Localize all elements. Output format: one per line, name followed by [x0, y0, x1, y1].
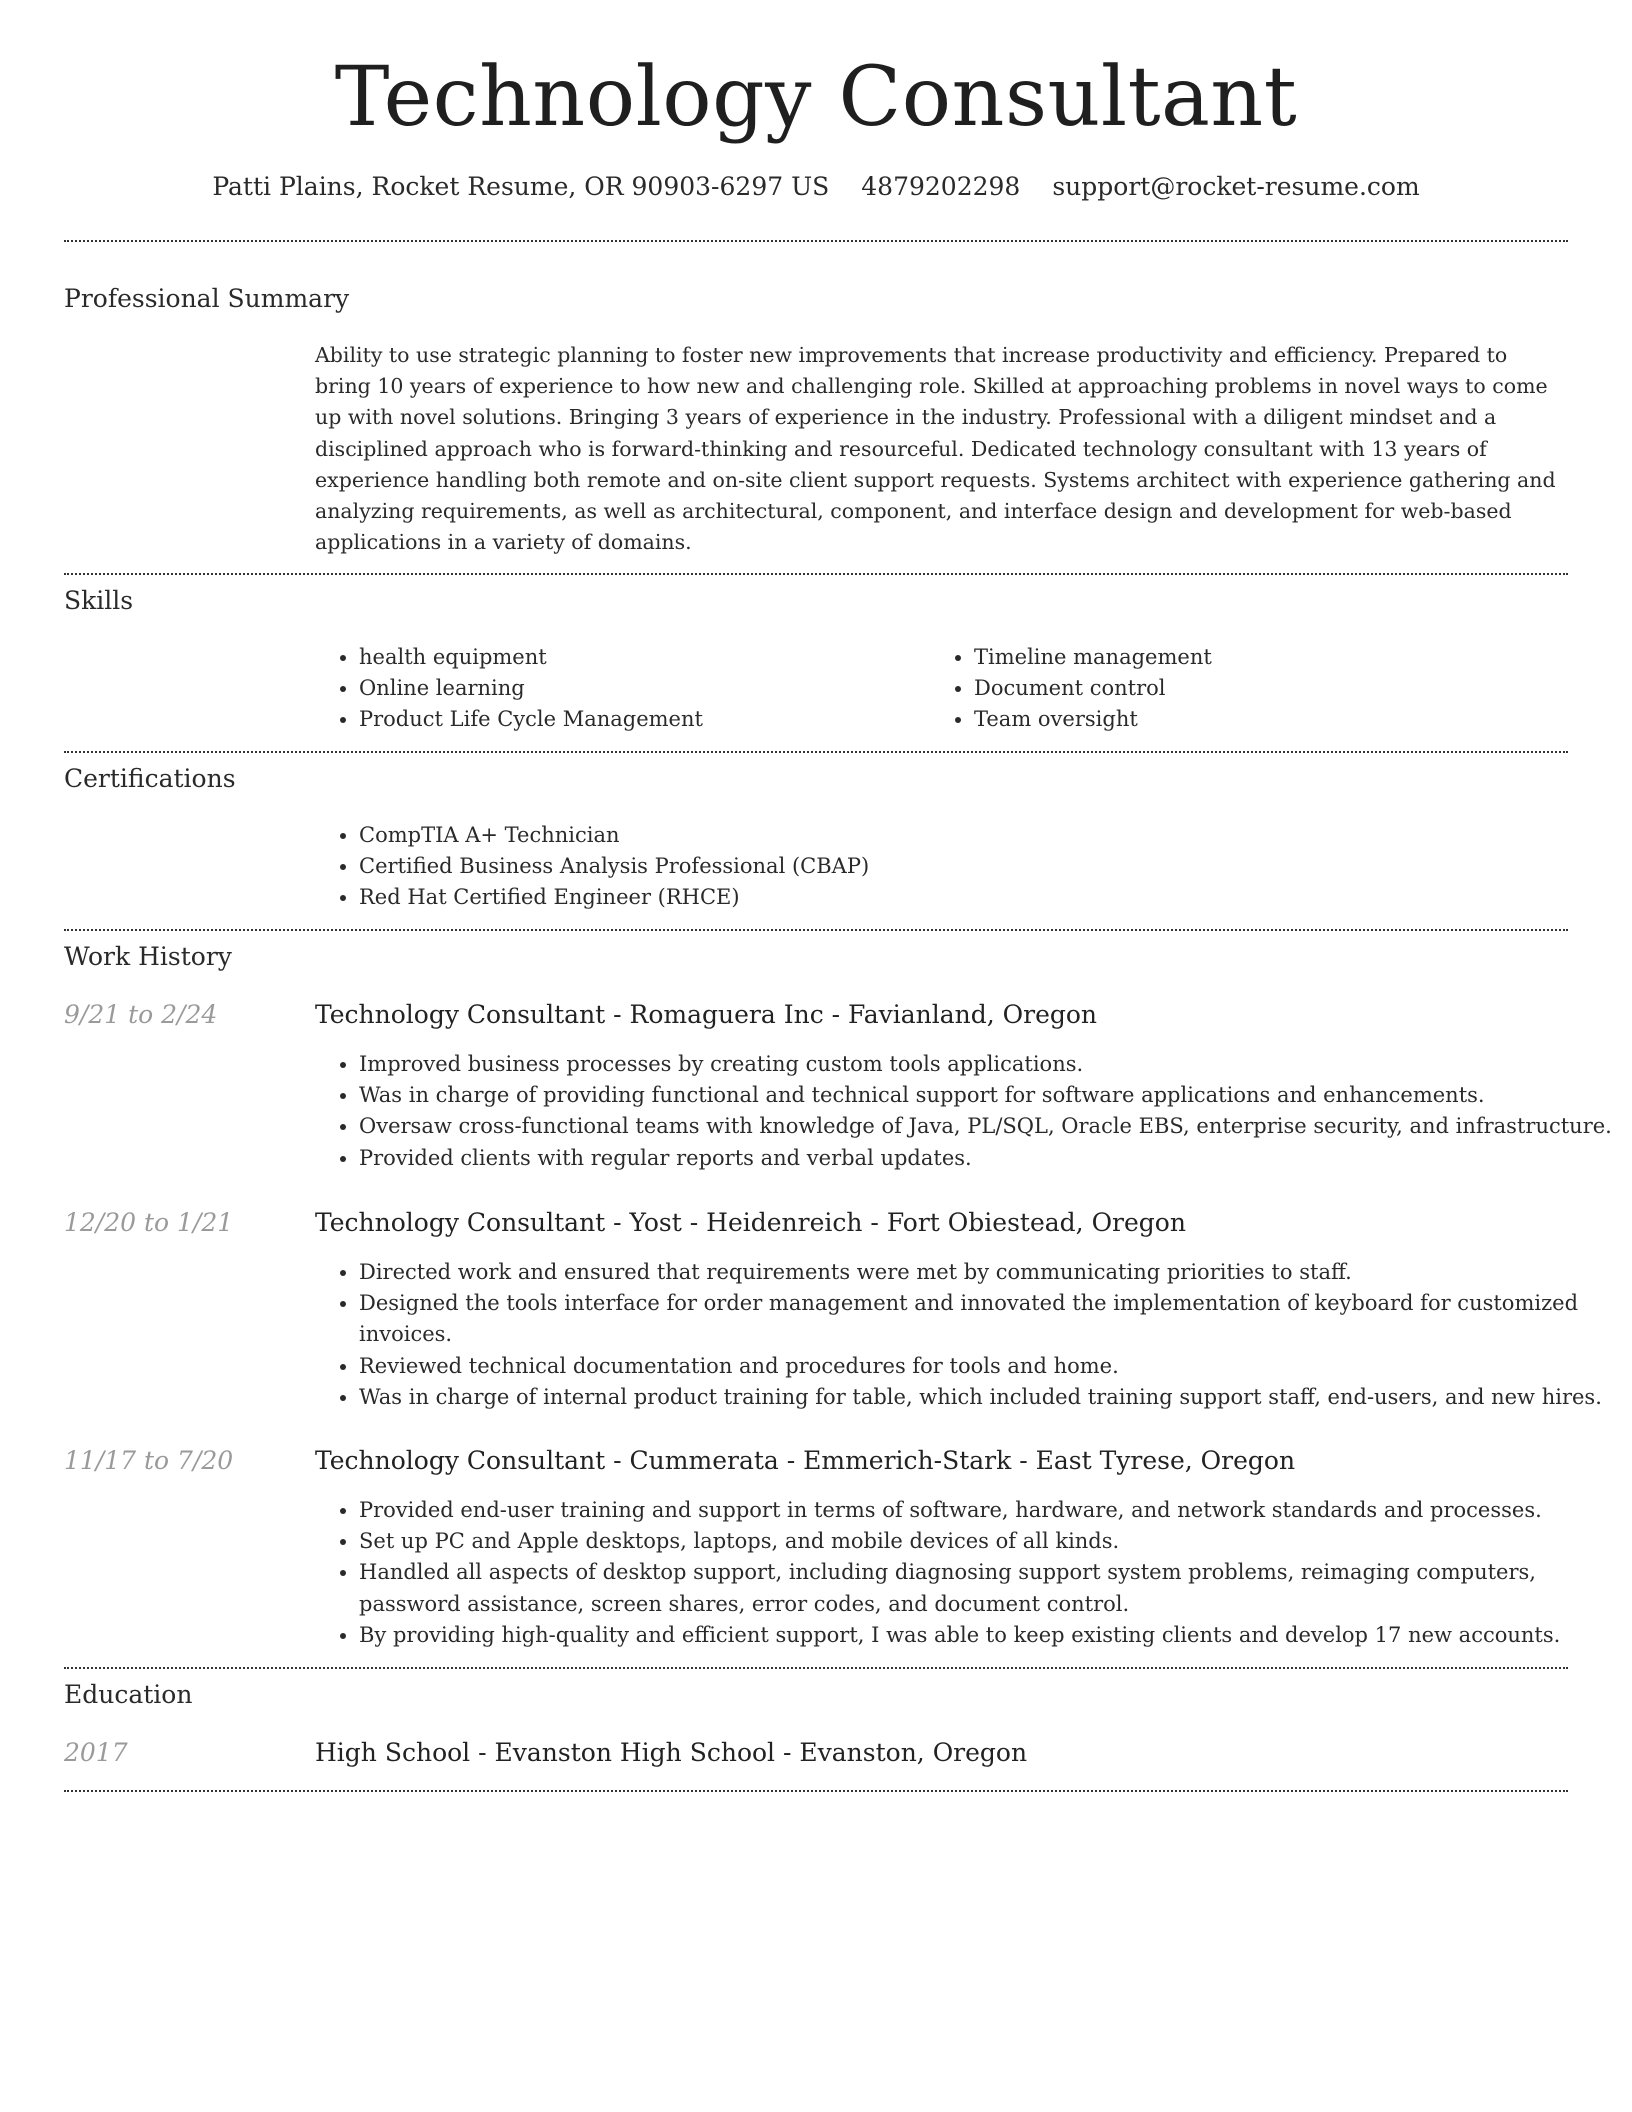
job-title: Technology Consultant - Cummerata - Emmerich-Stark - East Tyrese, Oregon — [315, 1446, 1296, 1475]
job-bullet: • Set up PC and Apple desktops, laptops, and mobile devices of all kinds. — [359, 1526, 1619, 1557]
skills-heading: Skills — [64, 586, 134, 615]
certification-item: • CompTIA A+ Technician — [359, 820, 1599, 851]
job-bullet: • By providing high-quality and efficient support, I was able to keep existing clients and develop 17 new accounts. — [359, 1620, 1619, 1651]
job-bullet: • Was in charge of internal product training for table, which included training support staff, end-users, and new hires. — [359, 1382, 1619, 1413]
job-title: Technology Consultant - Romaguera Inc - Favianland, Oregon — [315, 1000, 1098, 1029]
job-bullet: • Oversaw cross-functional teams with knowledge of Java, PL/SQL, Oracle EBS, enterprise security, and infrastructure. — [359, 1111, 1619, 1142]
skill-item: • Document control — [974, 673, 1594, 704]
summary-text: Ability to use strategic planning to foster new improvements that increase productivity and efficiency. Prepared to bring 10 years of experience to how new and challenging role. Skilled at approaching problems in novel ways to come up with novel solutions. Bringing 3 years of experience in the industry. Professional with a diligent mindset and a disciplined approach who is forward-thinking and resourceful. Dedicated technology consultant with 13 years of experience handling both remote and on-site client support requests. Systems architect with experience gathering and analyzing requirements, as well as architectural, component, and interface design and development for web-based applications in a variety of domains. — [315, 343, 1556, 555]
contact-email: support@rocket-resume.com — [1052, 172, 1420, 201]
skills-list-right — [930, 642, 1594, 736]
job-dates: 11/17 to 7/20 — [64, 1446, 234, 1475]
skill-item: • health equipment — [359, 642, 919, 673]
contact-info — [0, 172, 1632, 201]
job-bullet: • Provided clients with regular reports and verbal updates. — [359, 1143, 1619, 1174]
certification-item: • Red Hat Certified Engineer (RHCE) — [359, 882, 1599, 913]
section-divider — [64, 1667, 1568, 1669]
job-bullets — [315, 1257, 1619, 1413]
job-bullets — [315, 1495, 1619, 1651]
skill-item: • Timeline management — [974, 642, 1594, 673]
job-dates: 12/20 to 1/21 — [64, 1208, 234, 1237]
work-history-heading: Work History — [64, 942, 232, 971]
summary-heading: Professional Summary — [64, 284, 350, 313]
section-divider — [64, 751, 1568, 753]
certifications-heading: Certifications — [64, 764, 236, 793]
job-bullets — [315, 1049, 1619, 1174]
job-dates: 9/21 to 2/24 — [64, 1000, 218, 1029]
resume-name: Technology Consultant — [334, 50, 1298, 145]
section-divider — [64, 1790, 1568, 1792]
job-bullet: • Was in charge of providing functional and technical support for software applications and enhancements. — [359, 1080, 1619, 1111]
certification-item: • Certified Business Analysis Professional (CBAP) — [359, 851, 1599, 882]
job-bullet: • Directed work and ensured that requirements were met by communicating priorities to staff. — [359, 1257, 1619, 1288]
job-bullet: • Provided end-user training and support in terms of software, hardware, and network standards and processes. — [359, 1495, 1619, 1526]
skill-item: • Team oversight — [974, 704, 1594, 735]
section-divider — [64, 240, 1568, 242]
section-divider — [64, 573, 1568, 575]
job-bullet: • Handled all aspects of desktop support, including diagnosing support system problems, reimaging computers, password assistance, screen shares, error codes, and document control. — [359, 1557, 1619, 1619]
section-divider — [64, 929, 1568, 931]
job-bullet: • Reviewed technical documentation and procedures for tools and home. — [359, 1351, 1619, 1382]
contact-address: Patti Plains, Rocket Resume, OR 90903-6297 US — [212, 172, 830, 201]
contact-phone: 4879202298 — [861, 172, 1021, 201]
education-heading: Education — [64, 1680, 193, 1709]
certifications-list — [315, 820, 1599, 914]
skill-item: • Product Life Cycle Management — [359, 704, 919, 735]
education-title: High School - Evanston High School - Evanston, Oregon — [315, 1738, 1028, 1767]
job-bullet: • Designed the tools interface for order management and innovated the implementation of keyboard for customized invoices. — [359, 1288, 1619, 1350]
job-bullet: • Improved business processes by creating custom tools applications. — [359, 1049, 1619, 1080]
skill-item: • Online learning — [359, 673, 919, 704]
skills-list-left — [315, 642, 919, 736]
job-title: Technology Consultant - Yost - Heidenreich - Fort Obiestead, Oregon — [315, 1208, 1186, 1237]
education-year: 2017 — [64, 1738, 128, 1767]
